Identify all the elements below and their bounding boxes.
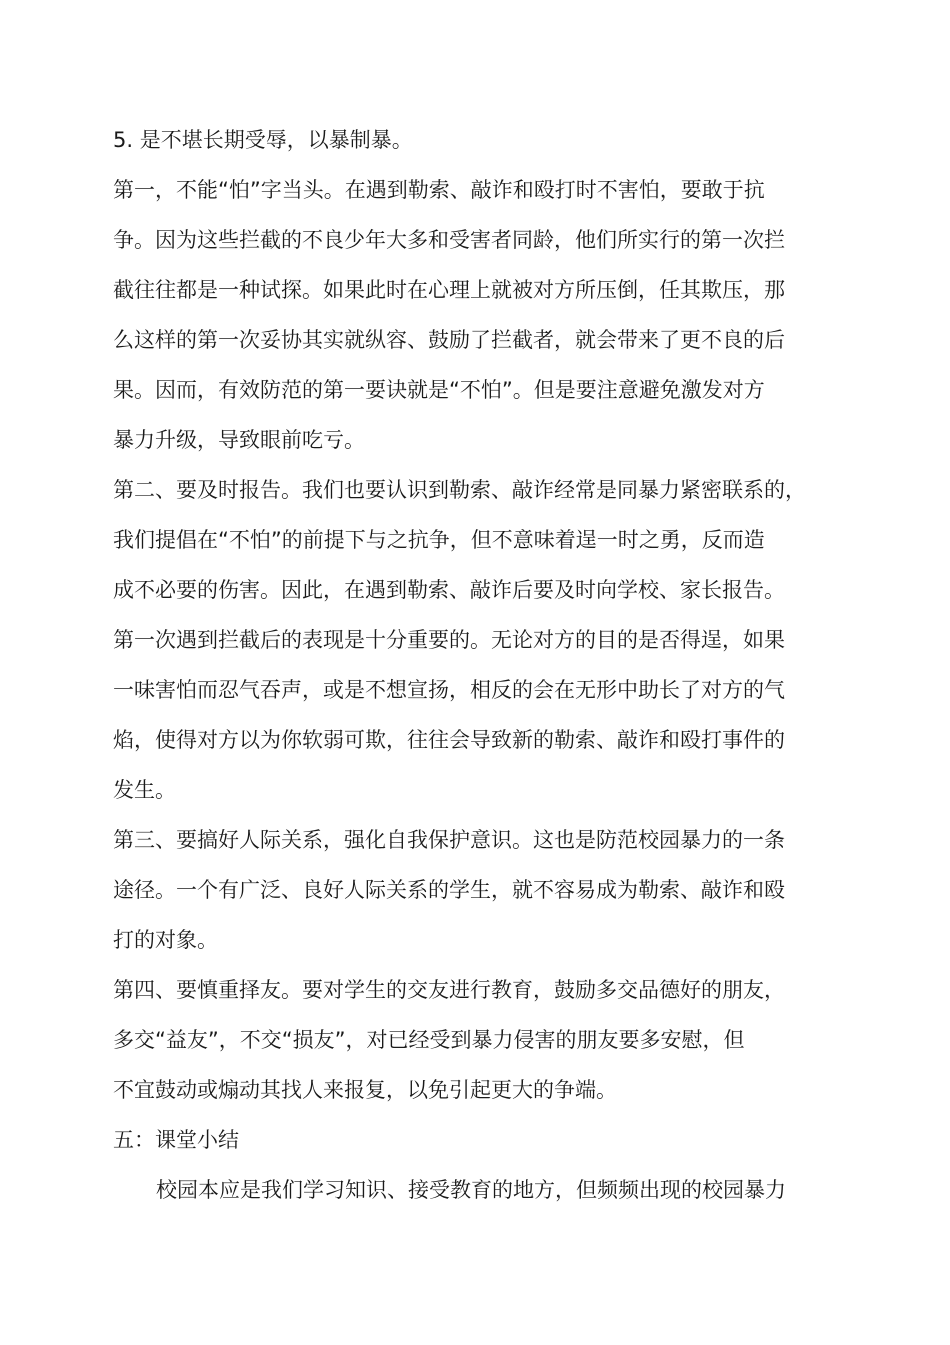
text-line: 截往往都是一种试探。如果此时在心理上就被对方所压倒，任其欺压，那 xyxy=(113,278,785,302)
text-line: 打的对象。 xyxy=(113,928,218,952)
text-line: 我们提倡在“不怕”的前提下与之抗争，但不意味着逞一时之勇，反而造 xyxy=(113,528,765,552)
text-line: 成不必要的伤害。因此，在遇到勒索、敲诈后要及时向学校、家长报告。 xyxy=(113,578,785,602)
text-line: 5. 是不堪长期受辱，以暴制暴。 xyxy=(113,128,413,152)
text-line: 第三、要搞好人际关系，强化自我保护意识。这也是防范校园暴力的一条 xyxy=(113,828,785,852)
text-line: 争。因为这些拦截的不良少年大多和受害者同龄，他们所实行的第一次拦 xyxy=(113,228,785,252)
text-line: 焰，使得对方以为你软弱可欺，往往会导致新的勒索、敲诈和殴打事件的 xyxy=(113,728,785,752)
text-line: 第一，不能“怕”字当头。在遇到勒索、敲诈和殴打时不害怕，要敢于抗 xyxy=(113,178,765,202)
text-line: 一味害怕而忍气吞声，或是不想宣扬，相反的会在无形中助长了对方的气 xyxy=(113,678,785,702)
text-line: 第一次遇到拦截后的表现是十分重要的。无论对方的目的是否得逞，如果 xyxy=(113,628,785,652)
text-line: 不宜鼓动或煽动其找人来报复，以免引起更大的争端。 xyxy=(113,1078,617,1102)
text-line: 第二、要及时报告。我们也要认识到勒索、敲诈经常是同暴力紧密联系的， xyxy=(113,478,806,502)
text-line: 多交“益友”，不交“损友”，对已经受到暴力侵害的朋友要多安慰，但 xyxy=(113,1028,745,1052)
text-line: 么这样的第一次妥协其实就纵容、鼓励了拦截者，就会带来了更不良的后 xyxy=(113,328,785,352)
text-line: 果。因而，有效防范的第一要诀就是“不怕”。但是要注意避免激发对方 xyxy=(113,378,765,402)
text-line: 第四、要慎重择友。要对学生的交友进行教育，鼓励多交品德好的朋友， xyxy=(113,978,785,1002)
paragraph-first-line: 校园本应是我们学习知识、接受教育的地方，但频频出现的校园暴力 xyxy=(156,1178,786,1202)
text-line: 发生。 xyxy=(113,778,176,802)
text-line: 途径。一个有广泛、良好人际关系的学生，就不容易成为勒索、敲诈和殴 xyxy=(113,878,785,902)
text-line: 暴力升级，导致眼前吃亏。 xyxy=(113,428,365,452)
section-heading: 五：课堂小结 xyxy=(113,1128,239,1152)
